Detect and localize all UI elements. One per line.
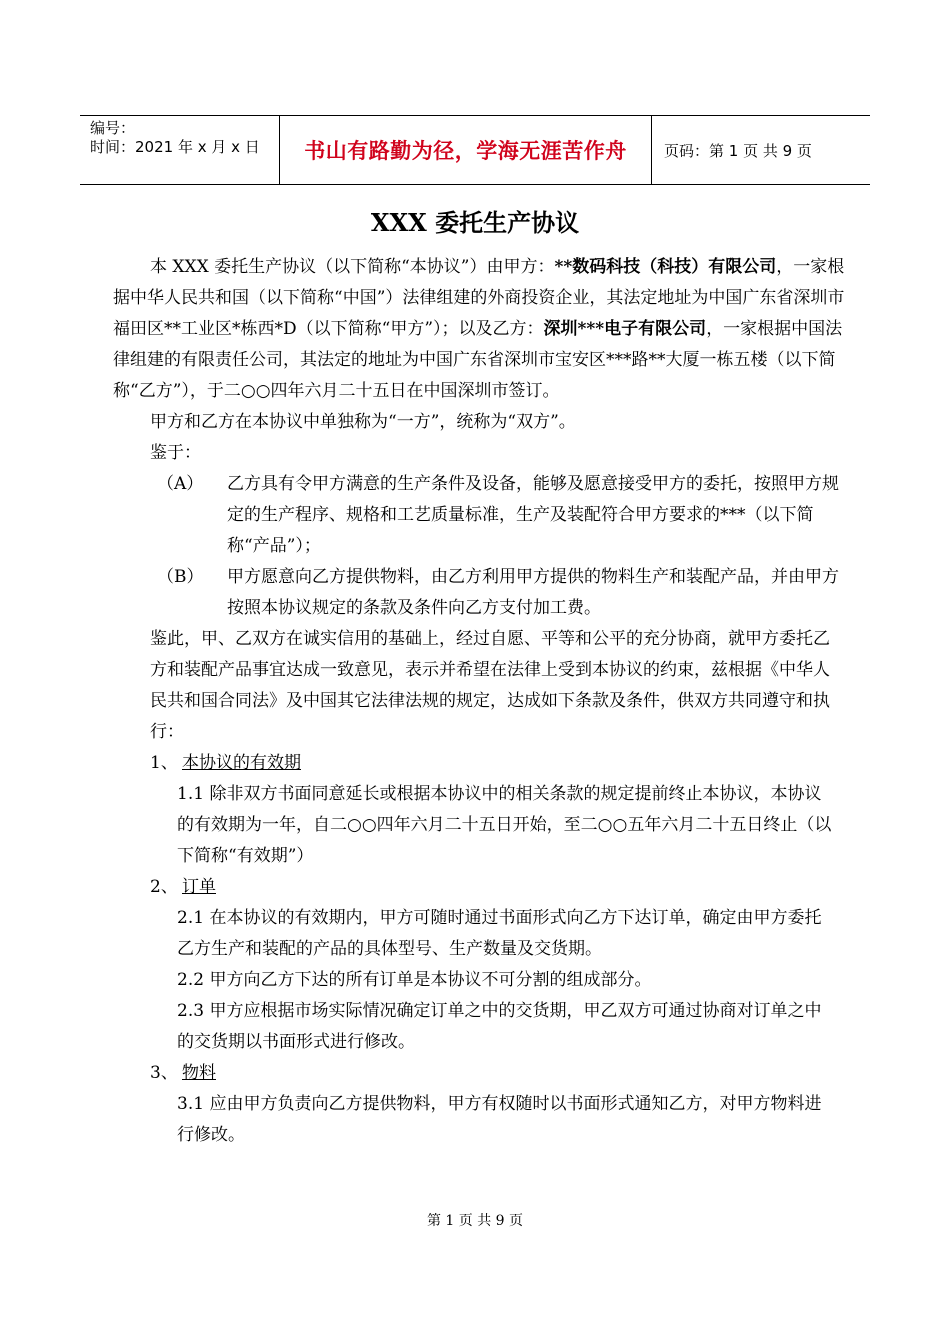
clause: 2.1 在本协议的有效期内，甲方可随时通过书面形式向乙方下达订单，确定由甲方委托乙方生产和装配的产品的具体型号、生产数量及交货期。: [177, 908, 822, 959]
page-footer: 第 1 页 共 9 页: [426, 1213, 524, 1229]
agreement-paragraph: 鉴此，甲、乙双方在诚实信用的基础上，经过自愿、平等和公平的充分协商，就甲方委托乙方和装配产品事宜达成一致意见，表示并希望在法律上受到本协议的约束，兹根据《中华人民共和国合同法》及中国其它法律法规的规定，达成如下条款及条件，供双方共同遵守和执行：: [150, 629, 830, 742]
header-motto: 书山有路勤为径，学海无涯苦作舟: [280, 116, 652, 184]
party-b-name: 深圳***电子有限公司: [543, 319, 707, 339]
section-heading: [113, 748, 853, 779]
section-heading: [113, 1058, 853, 1089]
document-number-label: 编号：: [90, 119, 136, 137]
clause: 2.3 甲方应根据市场实际情况确定订单之中的交货期，甲乙双方可通过协商对订单之中的交货期以书面形式进行修改。: [177, 1001, 822, 1052]
clause: 2.2 甲方向乙方下达的所有订单是本协议不可分割的组成部分。: [177, 970, 652, 990]
whereas-label: 鉴于：: [150, 443, 201, 463]
section-number: 1、: [150, 753, 178, 773]
section-title: 物料: [182, 1063, 216, 1083]
recital-marker: （B）: [157, 567, 204, 587]
header-meta: [80, 116, 280, 184]
recital-text: 甲方愿意向乙方提供物料，由乙方利用甲方提供的物料生产和装配产品，并由甲方按照本协议规定的条款及条件向乙方支付加工费。: [227, 567, 839, 618]
section-number: 2、: [150, 877, 178, 897]
intro-paragraph: [113, 252, 853, 407]
section-title: 本协议的有效期: [182, 753, 301, 773]
clause: 1.1 除非双方书面同意延长或根据本协议中的相关条款的规定提前终止本协议，本协议的有效期为一年，自二○○四年六月二十五日开始，至二○○五年六月二十五日终止（以下简称“有效期”）: [177, 784, 832, 866]
intro-text-1: 本 XXX 委托生产协议（以下简称“本协议”）由甲方：: [150, 257, 555, 277]
clause: 3.1 应由甲方负责向乙方提供物料，甲方有权随时以书面形式通知乙方，对甲方物料进行修改。: [177, 1094, 822, 1145]
recital-a: [113, 469, 853, 562]
section-heading: [113, 872, 853, 903]
collective-paragraph: 甲方和乙方在本协议中单独称为“一方”，统称为“双方”。: [150, 412, 576, 432]
recital-b: [113, 562, 853, 624]
document-body: [113, 252, 853, 1151]
header-page-code: 页码：第 1 页 共 9 页: [664, 141, 812, 160]
section-number: 3、: [150, 1063, 178, 1083]
intro-text-3: ，一家根据中国法律组建的有限责任公司，其法定的地址为中国广东省深圳市宝安区***路**大厦一栋五楼（以下简称“乙方”），于二○○四年六月二十五日在中国深圳市签订。: [113, 319, 843, 401]
recital-marker: （A）: [157, 474, 204, 494]
intro-text-2: ，一家根据中华人民共和国（以下简称“中国”）法律组建的外商投资企业，其法定地址为中国广东省深圳市福田区**工业区*栋西*D（以下简称“甲方”）；以及乙方：: [113, 257, 845, 339]
header-table: [80, 115, 870, 185]
document-time: 时间：2021 年 x 月 x 日: [90, 138, 260, 156]
recital-text: 乙方具有令甲方满意的生产条件及设备，能够及愿意接受甲方的委托，按照甲方规定的生产程序、规格和工艺质量标准，生产及装配符合甲方要求的***（以下简称“产品”）；: [227, 474, 839, 556]
document-title: XXX 委托生产协议: [370, 208, 580, 237]
party-a-name: **数码科技（科技）有限公司: [554, 257, 777, 277]
section-title: 订单: [182, 877, 216, 897]
